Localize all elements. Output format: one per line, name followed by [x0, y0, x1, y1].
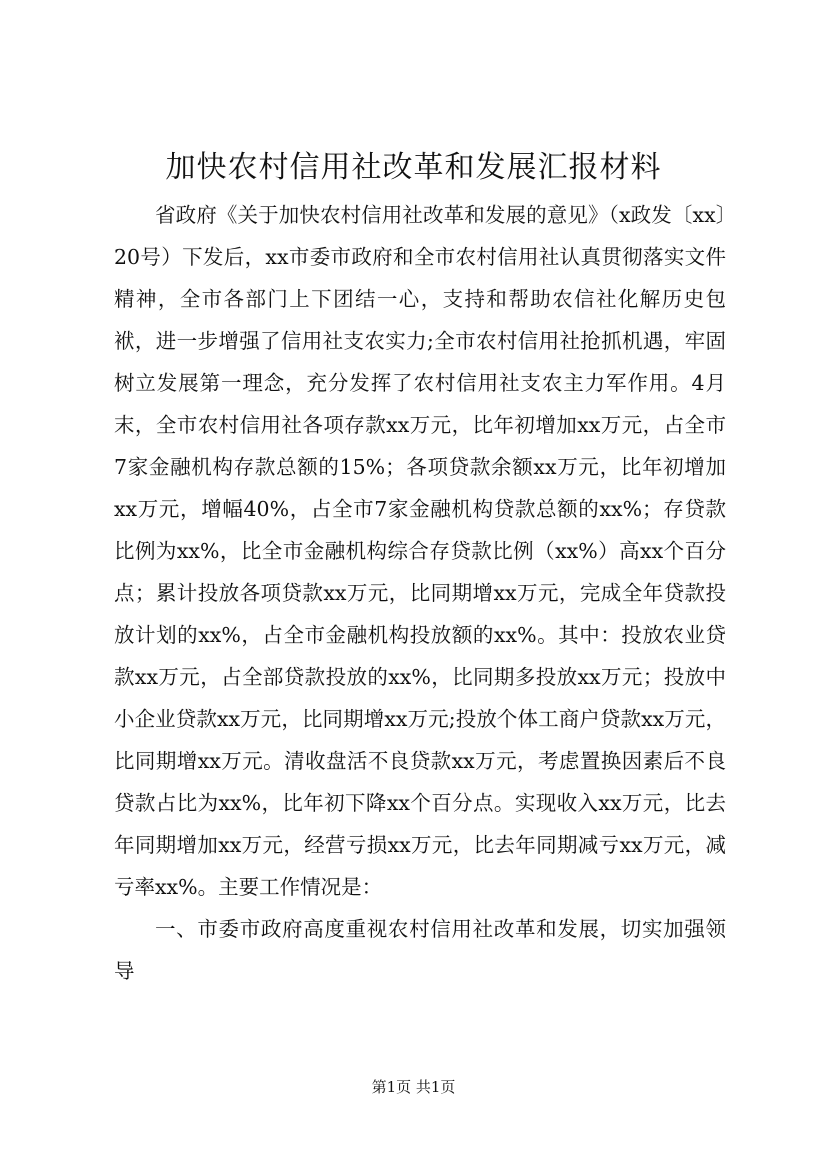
section-heading-1: 一、市委市政府高度重视农村信用社改革和发展，切实加强领导 — [114, 917, 726, 983]
page-footer: 第1页 共1页 — [371, 1078, 456, 1096]
body-paragraph-intro: 省政府《关于加快农村信用社改革和发展的意见》（x政发〔xx〕20号）下发后，xx市委市政府和全市农村信用社认真贯彻落实文件精神，全市各部门上下团结一心，支持和帮助农信社化解历史包袱，进一步增强了信用社支农实力;全市农村信用社抢抓机遇，牢固树立发展第一理念，充分发挥了农村信用社支农主力军作用。4月末，全市农村信用社各项存款xx万元，比年初增加xx万元，占全市7家金融机构存款总额的15%；各项贷款余额xx万元，比年初增加xx万元，增幅40%，占全市7家金融机构贷款总额的xx%；存贷款比例为xx%，比全市金融机构综合存贷款比例（xx%）高xx个百分点；累计投放各项贷款xx万元，比同期增xx万元，完成全年贷款投放计划的xx%，占全市金融机构投放额的xx%。其中：投放农业贷款xx万元，占全部贷款投放的xx%，比同期多投放xx万元；投放中小企业贷款xx万元，比同期增xx万元;投放个体工商户贷款xx万元，比同期增xx万元。清收盘活不良贷款xx万元，考虑置换因素后不良贷款占比为xx%，比年初下降xx个百分点。实现收入xx万元，比去年同期增加xx万元，经营亏损xx万元，比去年同期减亏xx万元，减亏率xx%。主要工作情况是： — [114, 203, 726, 899]
document-title: 加快农村信用社改革和发展汇报材料 — [165, 150, 662, 185]
